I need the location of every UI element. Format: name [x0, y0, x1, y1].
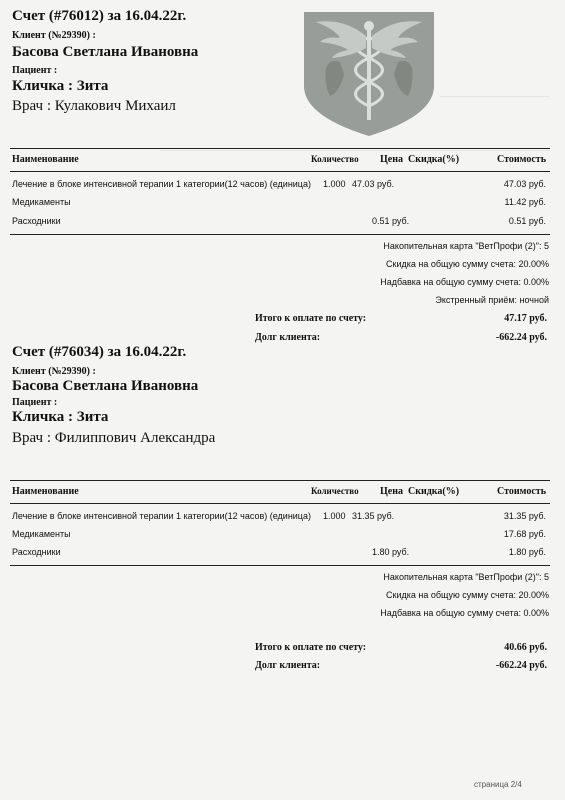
row-cost: 47.03 руб. [503, 179, 546, 189]
patient-label: Пациент : [12, 65, 58, 76]
table-row [10, 194, 550, 211]
table-row [10, 176, 550, 193]
total-value: 47.17 руб. [504, 313, 547, 324]
total-label: Итого к оплате по счету: [255, 642, 367, 653]
debt-label: Долг клиента: [255, 332, 321, 343]
row-cost: 17.68 руб. [503, 529, 546, 539]
client-name: Басова Светлана Ивановна [12, 378, 199, 394]
header-cost: Стоимость [497, 486, 546, 497]
header-qty: Количество [311, 154, 359, 164]
row-name: Расходники [12, 547, 61, 557]
invoice-title: Счет (#76034) за 16.04.22г. [12, 344, 187, 360]
row-name: Лечение в блоке интенсивной терапии 1 категории(12 часов) (единица) [12, 511, 311, 521]
row-cost: 1.80 руб. [508, 547, 546, 557]
table-row [10, 544, 550, 561]
doctor-name: Врач : Филиппович Александра [12, 430, 216, 446]
table-header [10, 480, 550, 504]
page-number: страница 2/4 [474, 780, 522, 789]
row-price: 1.80 руб. [372, 547, 410, 557]
header-discount: Скидка(%) [408, 154, 460, 165]
summary-line: Накопительная карта "ВетПрофи (2)": 5 [383, 572, 549, 582]
header-discount: Скидка(%) [408, 486, 460, 497]
header-name: Наименование [12, 154, 79, 165]
table-row [10, 213, 550, 230]
summary-line: Скидка на общую сумму счета: 20.00% [386, 590, 549, 600]
row-name: Расходники [12, 216, 61, 226]
row-price: 0.51 руб. [372, 216, 410, 226]
summary-line: Скидка на общую сумму счета: 20.00% [386, 259, 549, 269]
row-name: Медикаменты [12, 197, 71, 207]
header-qty: Количество [311, 486, 359, 496]
invoice-title: Счет (#76012) за 16.04.22г. [12, 8, 187, 24]
table-header [10, 148, 550, 172]
debt-value: -662.24 руб. [495, 660, 547, 671]
row-cost: 31.35 руб. [503, 511, 546, 521]
row-cost: 11.42 руб. [504, 197, 546, 207]
doctor-name: Врач : Кулакович Михаил [12, 98, 176, 114]
header-price: Цена [380, 486, 403, 497]
row-qty: 1.000 [323, 179, 346, 189]
row-cost: 0.51 руб. [508, 216, 546, 226]
client-label: Клиент (№29390) : [12, 30, 96, 41]
client-name: Басова Светлана Ивановна [12, 44, 199, 60]
total-label: Итого к оплате по счету: [255, 313, 367, 324]
table-bottom-rule [10, 565, 550, 566]
header-cost: Стоимость [497, 154, 546, 165]
summary-line: Накопительная карта "ВетПрофи (2)": 5 [383, 241, 549, 251]
total-value: 40.66 руб. [504, 642, 547, 653]
pet-name: Кличка : Зита [12, 409, 109, 425]
debt-label: Долг клиента: [255, 660, 321, 671]
debt-value: -662.24 руб. [495, 332, 547, 343]
row-name: Лечение в блоке интенсивной терапии 1 категории(12 часов) (единица) [12, 179, 311, 189]
patient-label: Пациент : [12, 397, 58, 408]
table-bottom-rule [10, 234, 550, 235]
summary-line: Экстренный приём: ночной [435, 295, 549, 305]
client-label: Клиент (№29390) : [12, 366, 96, 377]
table-row [10, 508, 550, 525]
row-price: 47.03 руб. [352, 179, 395, 189]
header-name: Наименование [12, 486, 79, 497]
table-row [10, 526, 550, 543]
pet-name: Кличка : Зита [12, 78, 109, 94]
scan-artifact [440, 96, 550, 97]
row-name: Медикаменты [12, 529, 71, 539]
row-price: 31.35 руб. [352, 511, 395, 521]
caduceus-shield-icon [296, 8, 442, 140]
summary-line: Надбавка на общую сумму счета: 0.00% [380, 608, 549, 618]
summary-line: Надбавка на общую сумму счета: 0.00% [380, 277, 549, 287]
header-price: Цена [380, 154, 403, 165]
row-qty: 1.000 [323, 511, 346, 521]
